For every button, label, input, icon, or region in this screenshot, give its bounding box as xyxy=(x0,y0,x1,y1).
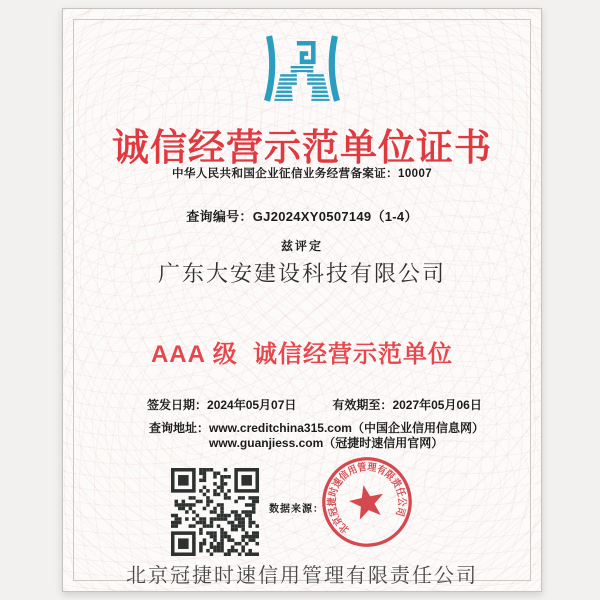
valid-until xyxy=(332,396,481,413)
query-address-block xyxy=(149,421,484,451)
certificate-paper xyxy=(62,8,542,592)
issue-date-value: 2024年05月07日 xyxy=(207,398,297,412)
data-source-label: 数据来源： xyxy=(269,504,324,515)
qr-code xyxy=(171,468,259,556)
query-number-value: GJ2024XY0507149（1-4） xyxy=(252,209,418,224)
certificate-title: 诚信经营示范单位证书 xyxy=(112,127,492,168)
company-name: 广东大安建设科技有限公司 xyxy=(157,261,446,286)
registration-line: 中华人民共和国企业征信业务经营备案证：10007 xyxy=(171,168,433,180)
seal-star-icon xyxy=(346,481,387,520)
query-address-line1: www.creditchina315.com（中国企业信用信息网） xyxy=(209,421,484,435)
query-number-label: 查询编号： xyxy=(186,209,253,224)
query-address-lines xyxy=(209,421,484,451)
hereby-text: 兹评定 xyxy=(280,239,323,253)
company-seal xyxy=(319,454,415,550)
dates-row xyxy=(147,396,482,413)
issue-date xyxy=(147,396,296,413)
valid-until-value: 2027年05月06日 xyxy=(392,398,482,412)
issuer-name: 北京冠捷时速信用管理有限责任公司 xyxy=(126,565,478,587)
rating-line: AAA 级 诚信经营示范单位 xyxy=(150,341,454,368)
query-address-label: 查询地址： xyxy=(149,421,210,435)
seal-ring-text: 北京冠捷时速信用管理有限责任公司 xyxy=(327,461,407,535)
query-number-line xyxy=(63,206,541,225)
valid-until-label: 有效期至： xyxy=(332,398,393,412)
hg-monogram-logo-icon xyxy=(253,33,351,105)
issue-date-label: 签发日期： xyxy=(147,398,208,412)
query-address-line2: www.guanjiess.com（冠捷时速信用官网） xyxy=(209,436,444,450)
